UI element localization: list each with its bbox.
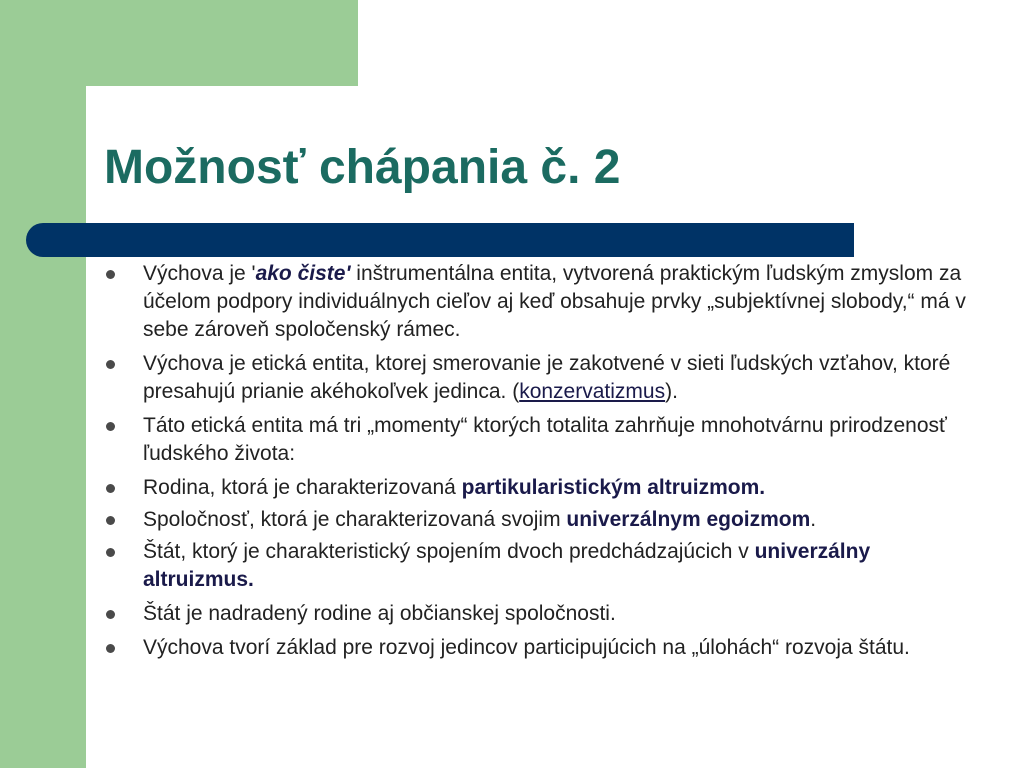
left-green-band	[0, 0, 86, 768]
bullet-item-1	[104, 260, 984, 344]
bullet-2-text: Výchova je etická entita, ktorej smerovanie je zakotvené v sieti ľudských vzťahov, ktoré presahujú prianie akéhokoľvek jedinca. (	[143, 352, 951, 403]
bullet-8-text: Výchova tvorí základ pre rozvoj jedincov participujúcich na „úlohách“ rozvoja štátu.	[143, 636, 910, 659]
bullet-1-emphasis: ako čiste'	[255, 262, 351, 285]
bullet-5-emphasis: univerzálnym egoizmom	[566, 508, 811, 531]
bullet-6-text: Štát, ktorý je charakteristický spojením dvoch predchádzajúcich v	[143, 540, 755, 563]
bullet-item-3	[104, 412, 984, 468]
bullet-3-text: Táto etická entita má tri „momenty“ ktorých totalita zahrňuje mnohotvárnu prirodzenosť ľudského života:	[143, 414, 947, 465]
bullet-2-text-end: ).	[665, 380, 678, 403]
title-underline-bar	[26, 223, 854, 257]
bullet-item-7	[104, 600, 984, 628]
top-green-band	[0, 0, 358, 86]
bullet-7-text: Štát je nadradený rodine aj občianskej spoločnosti.	[143, 602, 616, 625]
konzervatizmus-link[interactable]: konzervatizmus	[519, 380, 666, 403]
bullet-5-text-end: .	[810, 508, 817, 531]
bullet-4-emphasis: partikularistickým altruizmom.	[461, 476, 766, 499]
bullet-4-text: Rodina, ktorá je charakterizovaná	[143, 476, 462, 499]
bullet-item-5	[104, 506, 984, 534]
bullet-list	[104, 260, 984, 668]
bullet-6-text-end: .	[248, 568, 254, 591]
bullet-1-text-cont: inštrumentálna entita, vytvorená praktickým ľudským zmyslom za účelom podpory individuálnych cieľov aj keď obsahuje prvky „subjektívnej slobody,“ má v sebe zároveň spoločenský rámec.	[143, 262, 966, 341]
bullet-6-emphasis: univerzálny altruizmus	[143, 540, 871, 591]
bullet-item-6	[104, 538, 984, 594]
bullet-item-2	[104, 350, 984, 406]
slide-title: Možnosť chápania č. 2	[104, 141, 621, 194]
bullet-5-text: Spoločnosť, ktorá je charakterizovaná svojim	[143, 508, 567, 531]
bullet-1-text: Výchova je '	[143, 262, 256, 285]
bullet-item-4	[104, 474, 984, 502]
bullet-item-8	[104, 634, 984, 662]
